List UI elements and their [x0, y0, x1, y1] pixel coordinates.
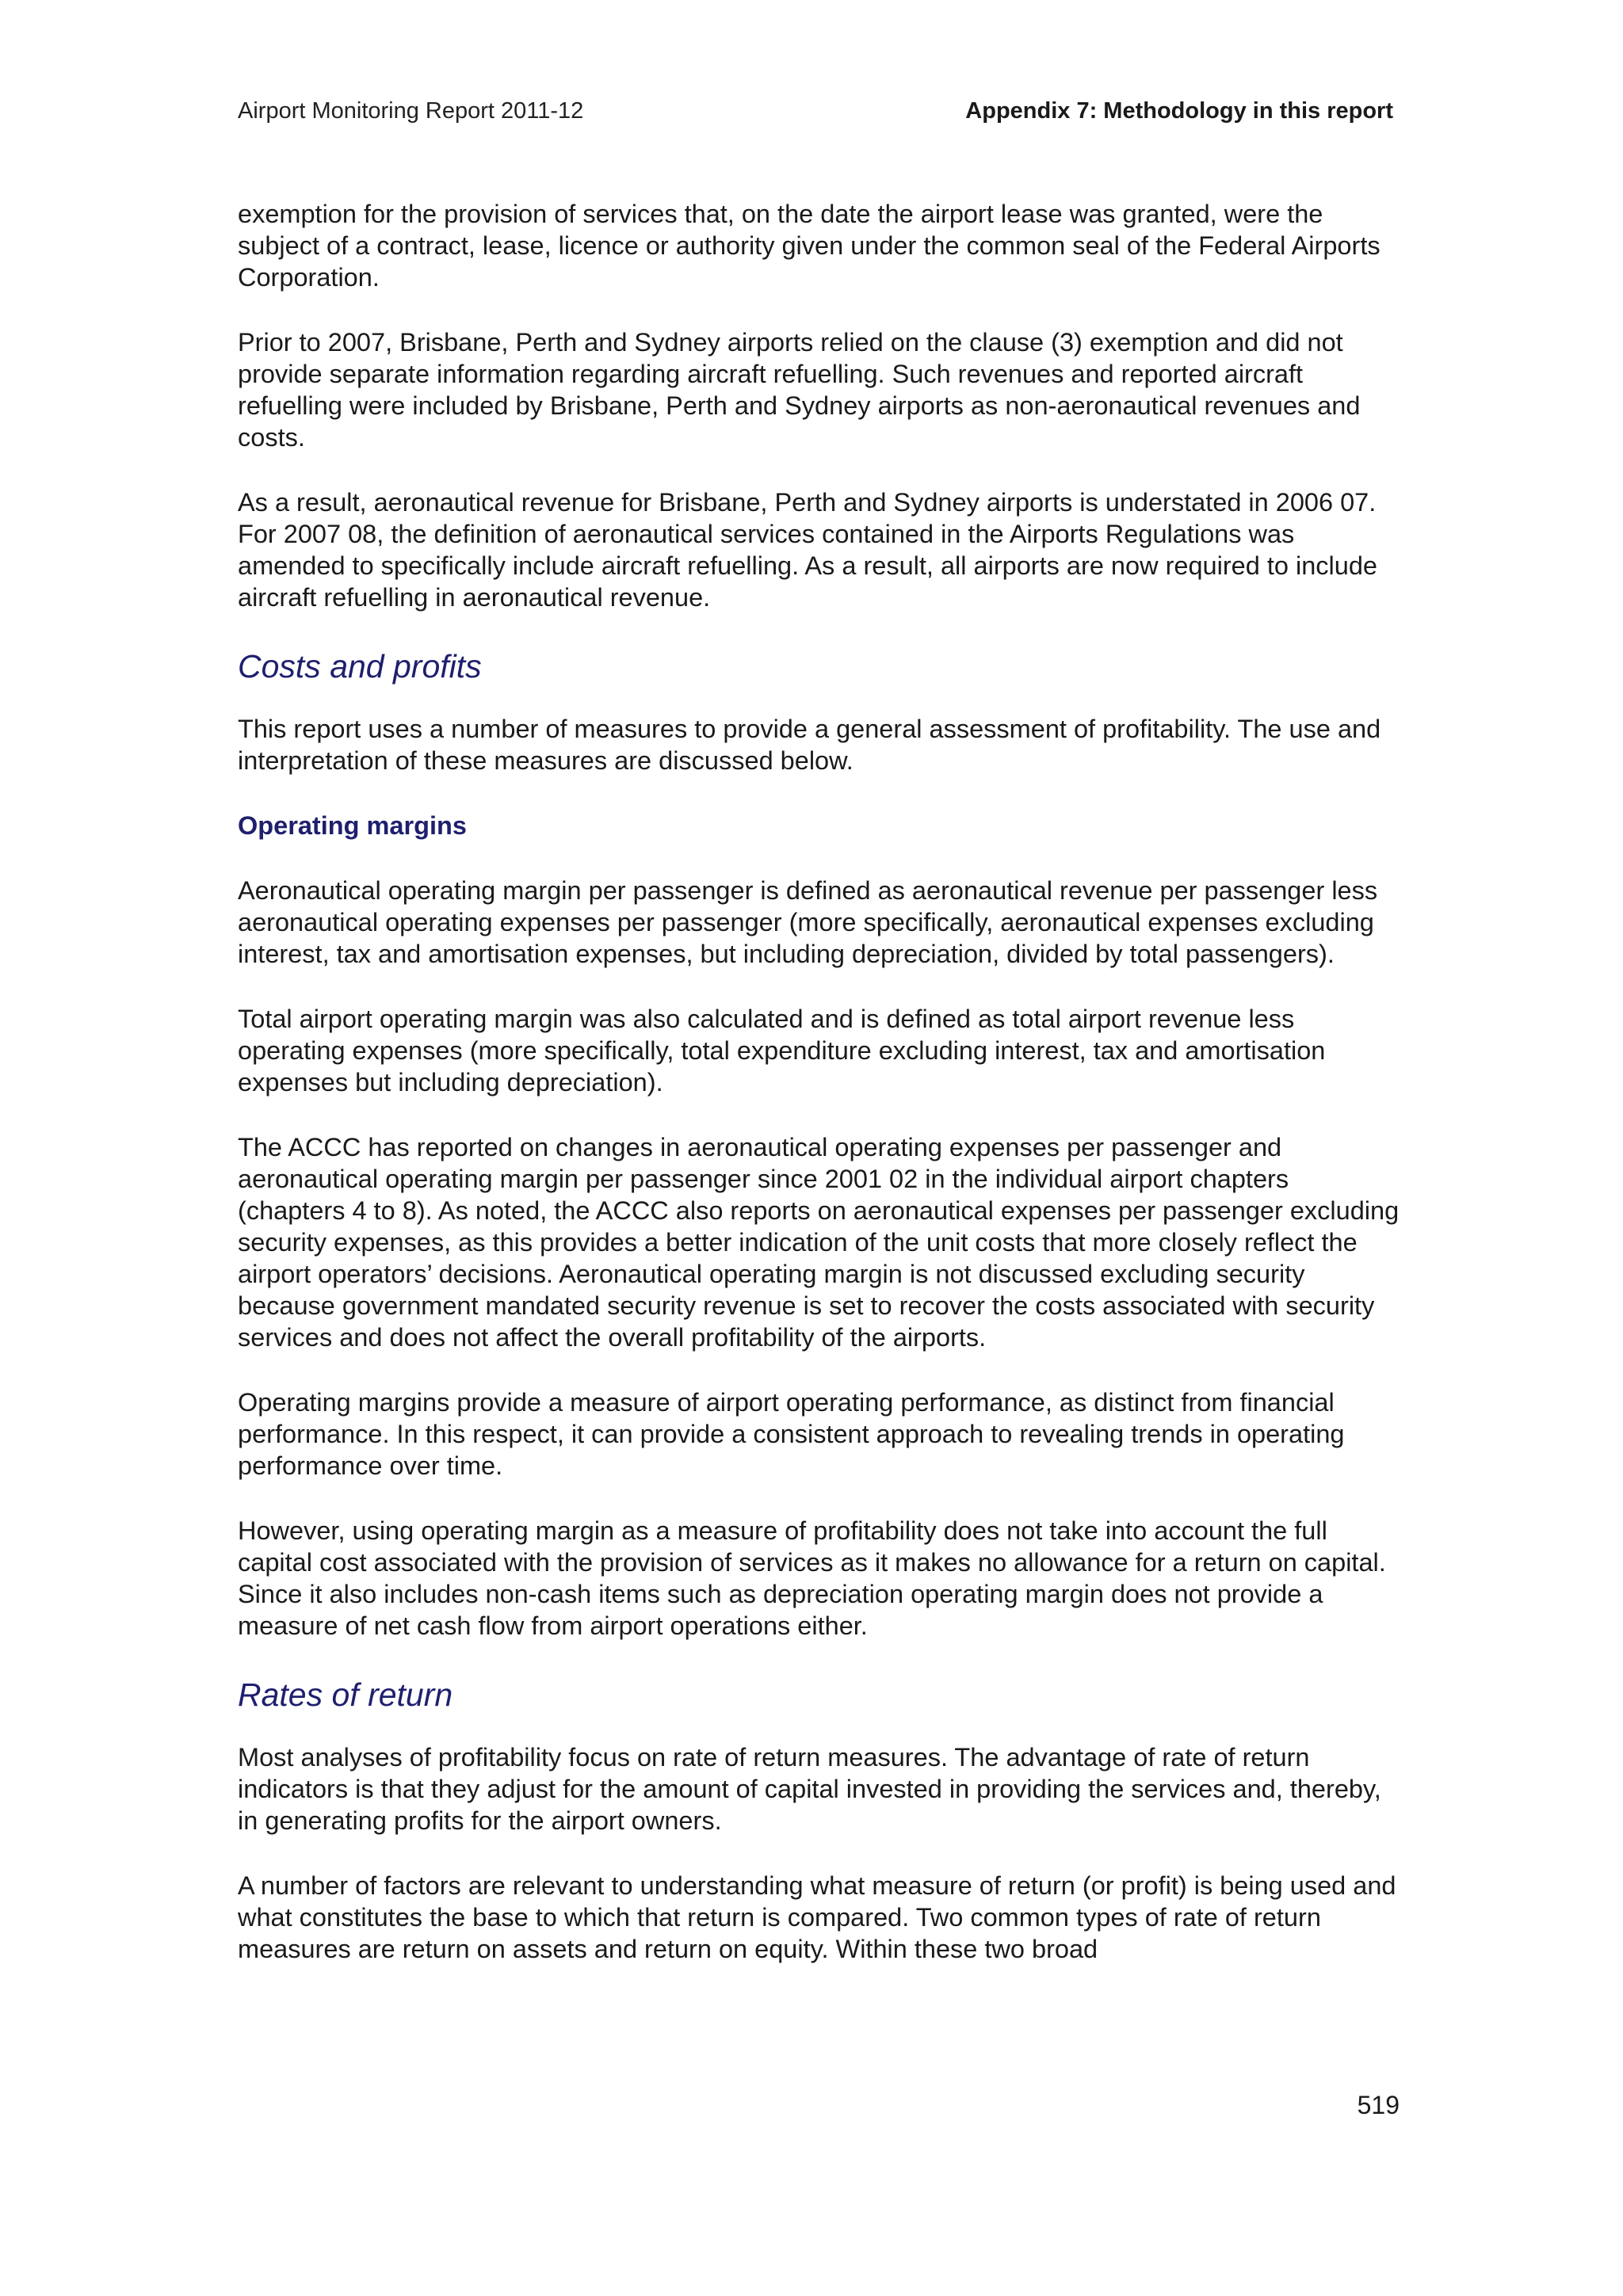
paragraph-as-a-result: As a result, aeronautical revenue for Brisbane, Perth and Sydney airports is understated in 2006 07. For 2007 08, the definition of aeronautical services contained in the Airports Regulations was amended to specifically include aircraft refuelling. As a result, all airports are now required to include aircraft refuelling in aeronautical revenue. — [238, 488, 1377, 612]
page-body — [238, 198, 1401, 1998]
heading-rates-of-return: Rates of return — [238, 1676, 453, 1713]
paragraph-accc-reporting: The ACCC has reported on changes in aeronautical operating expenses per passenger and aeronautical operating margin per passenger since 2001 02 in the individual airport chapters (chapters 4 to 8). As noted, the ACCC also reports on aeronautical expenses per passenger excluding security expenses, as this provides a better indication of the unit costs that more closely reflect the airport operators’ decisions. Aeronautical operating margin is not discussed excluding security because government mandated security revenue is set to recover the costs associated with security services and does not affect the overall profitability of the airports. — [238, 1133, 1400, 1352]
paragraph-prior-to-2007: Prior to 2007, Brisbane, Perth and Sydney airports relied on the clause (3) exemption and did not provide separate information regarding aircraft refuelling. Such revenues and reported aircraft refuelling were included by Brisbane, Perth and Sydney airports as non-aeronautical revenues and costs. — [238, 328, 1361, 452]
running-header-section: Appendix 7: Methodology in this report — [965, 98, 1393, 124]
paragraph-measures-intro: This report uses a number of measures to provide a general assessment of profitability. The use and interpretation of these measures are discussed below. — [238, 715, 1381, 775]
heading-costs-and-profits: Costs and profits — [238, 648, 482, 685]
paragraph-exemption: exemption for the provision of services that, on the date the airport lease was granted, were the subject of a contract, lease, licence or authority given under the common seal of the Federal Airports Corporation. — [238, 200, 1381, 292]
paragraph-operating-performance: Operating margins provide a measure of airport operating performance, as distinct from financial performance. In this respect, it can provide a consistent approach to revealing trends in operating performance over time. — [238, 1388, 1345, 1480]
heading-operating-margins: Operating margins — [238, 811, 467, 840]
paragraph-total-margin: Total airport operating margin was also calculated and is defined as total airport revenue less operating expenses (more specifically, total expenditure excluding interest, tax and amortisation expenses but including depreciation). — [238, 1005, 1326, 1097]
paragraph-capital-cost: However, using operating margin as a measure of profitability does not take into account the full capital cost associated with the provision of services as it makes no allowance for a return on capital. Since it also includes non-cash items such as depreciation operating margin does not provide a measure of net cash flow from airport operations either. — [238, 1516, 1386, 1640]
paragraph-aeronautical-margin: Aeronautical operating margin per passenger is defined as aeronautical revenue per passenger less aeronautical operating expenses per passenger (more specifically, aeronautical expenses excluding interest, tax and amortisation expenses, but including depreciation, divided by total passengers). — [238, 876, 1378, 968]
running-header-title: Airport Monitoring Report 2011-12 — [238, 98, 584, 124]
paragraph-return-factors: A number of factors are relevant to understanding what measure of return (or profit) is being used and what constitutes the base to which that return is compared. Two common types of rate of return measures are return on assets and return on equity. Within these two broad — [238, 1871, 1396, 1963]
page-number: 519 — [1357, 2091, 1400, 2119]
paragraph-rate-of-return-focus: Most analyses of profitability focus on rate of return measures. The advantage of rate of return indicators is that they adjust for the amount of capital invested in providing the services and, thereby, in generating profits for the airport owners. — [238, 1743, 1381, 1835]
